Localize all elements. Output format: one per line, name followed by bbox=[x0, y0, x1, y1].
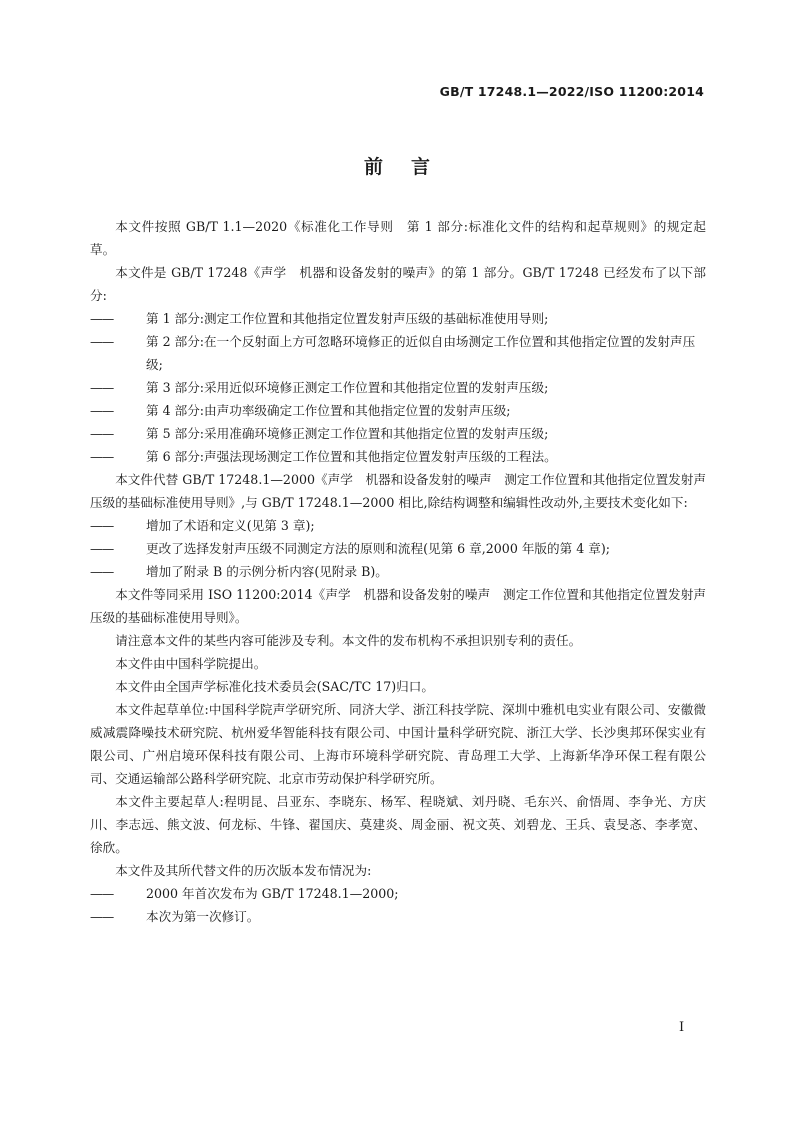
list-item bbox=[90, 882, 706, 905]
list-item bbox=[90, 905, 706, 928]
paragraph-proposer: 本文件由中国科学院提出。 bbox=[115, 656, 267, 671]
standard-number: GB/T 17248.1—2022/ISO 11200:2014 bbox=[439, 84, 704, 99]
paragraph-replaces: 本文件代替 GB/T 17248.1—2000《声学 机器和设备发射的噪声 测定工作位置和其他指定位置发射声压级的基础标准使用导则》,与 GB/T 17248.1—2000 相比,除结构调整和编辑性改动外,主要技术变化如下: bbox=[90, 472, 706, 510]
change-3: 增加了附录 B 的示例分析内容(见附录 B)。 bbox=[146, 564, 388, 579]
paragraph-drafters: 本文件主要起草人:程明昆、吕亚东、李晓东、杨军、程晓斌、刘丹晓、毛东兴、俞悟周、李争光、方庆川、李志远、熊文波、何龙标、牛锋、翟国庆、莫建炎、周金丽、祝文英、刘碧龙、王兵、袁旻忞、李孝宽、徐欣。 bbox=[90, 794, 706, 855]
list-item bbox=[90, 537, 706, 560]
history-2: 本次为第一次修订。 bbox=[146, 909, 260, 924]
list-item bbox=[90, 399, 706, 422]
list-dash: —— bbox=[90, 449, 114, 464]
paragraph-history-intro: 本文件及其所代替文件的历次版本发布情况为: bbox=[115, 863, 372, 878]
paragraph-patent-notice: 请注意本文件的某些内容可能涉及专利。本文件的发布机构不承担识别专利的责任。 bbox=[115, 633, 582, 648]
paragraph-drafting-units: 本文件起草单位:中国科学院声学研究所、同济大学、浙江科技学院、深圳中雅机电实业有限公司、安徽微威减震降噪技术研究院、杭州爱华智能科技有限公司、中国计量科学研究院、浙江大学、长沙奥邦环保实业有限公司、广州启境环保科技有限公司、上海市环境科学研究院、青岛理工大学、上海新华净环保工程有限公司、交通运输部公路科学研究院、北京市劳动保护科学研究所。 bbox=[90, 702, 706, 786]
paragraph-drafting-rules: 本文件按照 GB/T 1.1—2020《标准化工作导则 第 1 部分:标准化文件的结构和起草规则》的规定起草。 bbox=[90, 219, 706, 257]
list-dash: —— bbox=[90, 403, 114, 418]
foreword-body bbox=[90, 215, 706, 928]
part-2: 第 2 部分:在一个反射面上方可忽略环境修正的近似自由场测定工作位置和其他指定位置的发射声压级; bbox=[146, 334, 696, 372]
list-item bbox=[90, 307, 706, 330]
paragraph-series-intro: 本文件是 GB/T 17248《声学 机器和设备发射的噪声》的第 1 部分。GB/T 17248 已经发布了以下部分: bbox=[90, 265, 706, 303]
change-1: 增加了术语和定义(见第 3 章); bbox=[146, 518, 315, 533]
list-dash: —— bbox=[90, 909, 114, 924]
list-dash: —— bbox=[90, 541, 114, 556]
list-dash: —— bbox=[90, 334, 114, 349]
part-6: 第 6 部分:声强法现场测定工作位置和其他指定位置发射声压级的工程法。 bbox=[146, 449, 557, 464]
list-dash: —— bbox=[90, 564, 114, 579]
paragraph-iso-adoption: 本文件等同采用 ISO 11200:2014《声学 机器和设备发射的噪声 测定工作位置和其他指定位置发射声压级的基础标准使用导则》。 bbox=[90, 587, 706, 625]
paragraph-committee: 本文件由全国声学标准化技术委员会(SAC/TC 17)归口。 bbox=[115, 679, 434, 694]
list-dash: —— bbox=[90, 426, 114, 441]
list-item bbox=[90, 330, 706, 376]
list-item bbox=[90, 376, 706, 399]
list-dash: —— bbox=[90, 380, 114, 395]
list-dash: —— bbox=[90, 311, 114, 326]
part-4: 第 4 部分:由声功率级确定工作位置和其他指定位置的发射声压级; bbox=[146, 403, 511, 418]
list-item bbox=[90, 422, 706, 445]
change-2: 更改了选择发射声压级不同测定方法的原则和流程(见第 6 章,2000 年版的第 4 章); bbox=[146, 541, 610, 556]
list-item bbox=[90, 514, 706, 537]
page-number: I bbox=[679, 1020, 685, 1035]
page-title: 前言 bbox=[363, 156, 458, 178]
part-5: 第 5 部分:采用准确环境修正测定工作位置和其他指定位置的发射声压级; bbox=[146, 426, 549, 441]
part-3: 第 3 部分:采用近似环境修正测定工作位置和其他指定位置的发射声压级; bbox=[146, 380, 549, 395]
list-dash: —— bbox=[90, 518, 114, 533]
part-1: 第 1 部分:测定工作位置和其他指定位置发射声压级的基础标准使用导则; bbox=[146, 311, 549, 326]
history-1: 2000 年首次发布为 GB/T 17248.1—2000; bbox=[146, 886, 399, 901]
list-dash: —— bbox=[90, 886, 114, 901]
list-item bbox=[90, 445, 706, 468]
list-item bbox=[90, 560, 706, 583]
